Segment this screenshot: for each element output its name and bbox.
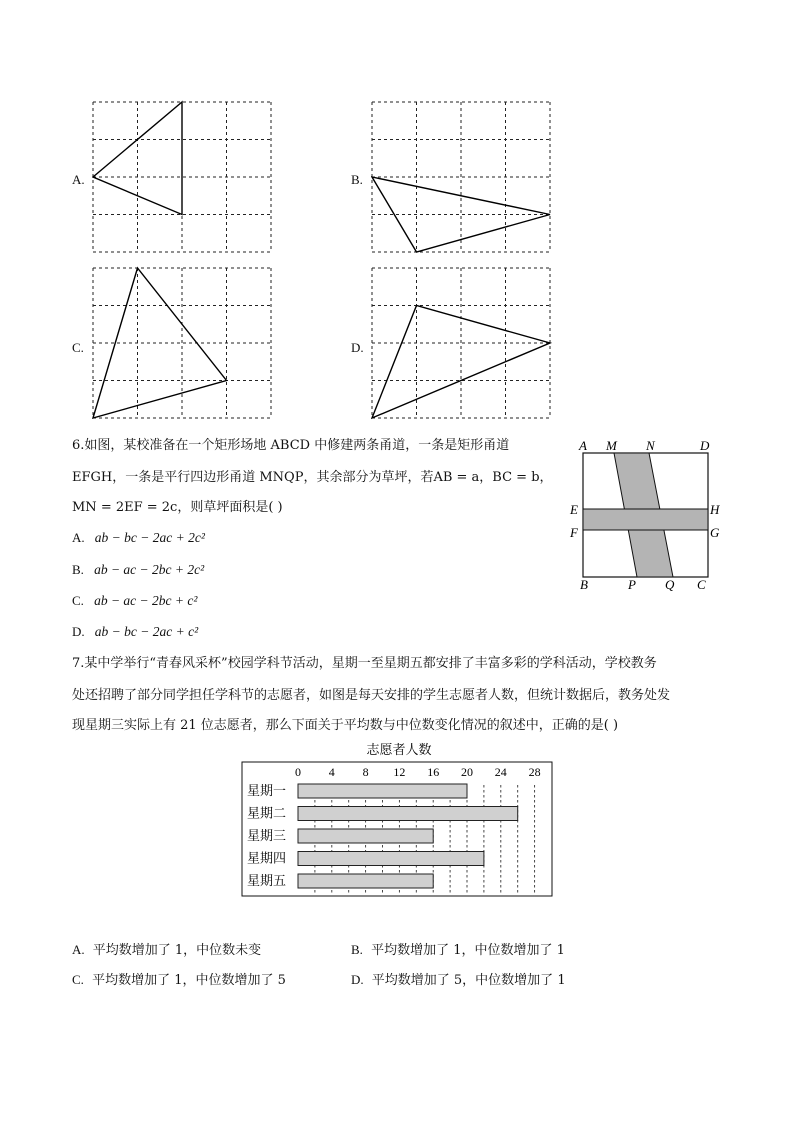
q6-option-c-expr: ab − ac − 2bc + c² (94, 593, 198, 608)
q7-option-b-text: 平均数增加了 1，中位数增加了 1 (371, 943, 565, 958)
q6-option-d-label: D. (72, 624, 85, 639)
bar (298, 784, 467, 798)
label-q: Q (665, 577, 675, 592)
bar (298, 874, 433, 888)
option-b-grid-figure (371, 100, 553, 256)
x-tick-label: 12 (393, 765, 406, 779)
q7-option-b (351, 942, 565, 959)
q7-option-b-label: B. (351, 942, 363, 957)
q7-stem-line-3: 现星期三实际上有 21 位志愿者，那么下面关于平均数与中位数变化情况的叙述中，正确的是( ) (72, 718, 619, 733)
grid-lines (372, 102, 550, 252)
q6-option-b-label: B. (72, 562, 84, 577)
volunteer-bar-chart (238, 738, 558, 900)
q6-option-a-expr: ab − bc − 2ac + 2c² (94, 530, 205, 545)
q6-option-a-label: A. (72, 530, 85, 545)
grid-lines (372, 268, 550, 418)
option-d-label: D. (351, 340, 364, 355)
label-f: F (570, 525, 578, 540)
x-tick-label: 16 (427, 765, 440, 779)
chart-bars (298, 784, 518, 888)
q6-stem-line-1: 6.如图，某校准备在一个矩形场地 ABCD 中修建两条甬道，一条是矩形甬道 (72, 438, 510, 453)
label-c: C (697, 577, 706, 592)
chart-categories (247, 783, 286, 888)
x-tick-label: 28 (528, 765, 541, 779)
option-c-grid-figure (92, 266, 274, 422)
category-label: 星期四 (247, 850, 287, 866)
label-a: A (579, 438, 587, 453)
label-h: H (710, 502, 720, 517)
q7-option-d (351, 972, 566, 989)
option-a-grid-figure (92, 100, 274, 256)
x-tick-label: 8 (362, 765, 369, 779)
category-label: 星期二 (247, 805, 287, 821)
q7-option-c-label: C. (72, 972, 84, 987)
chart-title: 志愿者人数 (366, 742, 432, 757)
option-b-label: B. (351, 172, 363, 187)
category-label: 星期五 (247, 873, 287, 888)
bar (298, 852, 484, 866)
q7-option-d-label: D. (351, 972, 364, 987)
q6-option-b-expr: ab − ac − 2bc + 2c² (94, 562, 205, 577)
label-b: B (580, 577, 588, 592)
q6-option-a (72, 530, 205, 547)
x-tick-label: 20 (461, 765, 473, 779)
q6-option-d-expr: ab − bc − 2ac + c² (94, 624, 199, 639)
label-d: D (700, 438, 710, 453)
x-tick-label: 0 (295, 765, 301, 779)
q7-option-a-text: 平均数增加了 1，中位数未变 (92, 943, 262, 958)
q6-option-c-label: C. (72, 593, 84, 608)
q7-stem-line-2: 处还招聘了部分同学担任学科节的志愿者，如图是每天安排的学生志愿者人数，但统计数据后，教务处发 (72, 688, 671, 703)
option-d-grid-figure (371, 266, 553, 422)
grid-lines (93, 268, 271, 418)
bar (298, 829, 433, 843)
q6-stem-line-2: EFGH，一条是平行四边形甬道 MNQP，其余部分为草坪，若AB = a，BC = b， (72, 470, 553, 485)
q6-option-c (72, 593, 197, 610)
q7-option-d-text: 平均数增加了 5，中位数增加了 1 (371, 973, 566, 988)
q6-option-b (72, 562, 204, 579)
q7-option-c-text: 平均数增加了 1，中位数增加了 5 (92, 973, 286, 988)
q6-stem-line-3: MN = 2EF = 2c，则草坪面积是( ) (72, 500, 283, 515)
category-label: 星期一 (247, 783, 287, 798)
x-tick-label: 4 (328, 765, 335, 779)
q7-stem-line-1: 7.某中学举行“青春风采杯”校园学科节活动，星期一至星期五都安排了丰富多彩的学科活动，学校教务 (72, 656, 657, 671)
chart-x-ticks (295, 765, 541, 779)
label-n: N (646, 438, 655, 453)
rectangle-path-efgh (583, 509, 708, 530)
label-m: M (606, 438, 617, 453)
q7-option-c (72, 972, 286, 989)
x-tick-label: 24 (494, 765, 507, 779)
label-g: G (710, 525, 720, 540)
bar (298, 807, 518, 821)
option-a-label: A. (72, 172, 85, 187)
q6-option-d (72, 624, 198, 641)
q7-option-a-label: A. (72, 942, 85, 957)
q7-option-a (72, 942, 261, 959)
label-e: E (570, 502, 578, 517)
q6-rectangle-figure (566, 436, 726, 592)
category-label: 星期三 (247, 828, 287, 843)
option-c-label: C. (72, 340, 84, 355)
label-p: P (628, 577, 636, 592)
